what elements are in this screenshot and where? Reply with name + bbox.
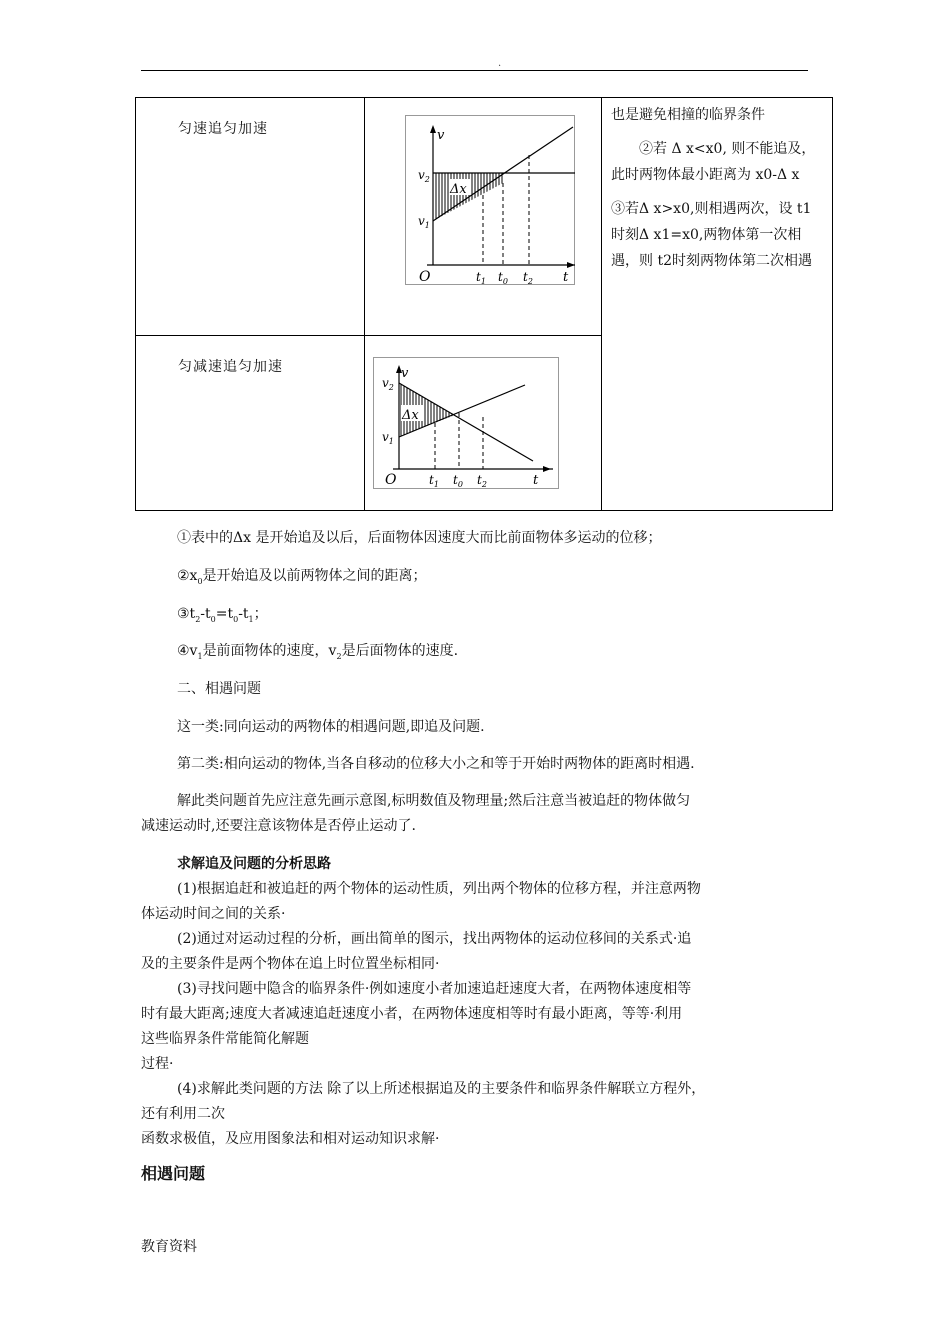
header-rule [141,70,808,71]
analysis-p3-line1: (3)寻找问题中隐含的临界条件·例如速度小者加速追赶速度大者，在两物体速度相等 [177,981,692,997]
analysis-p4-line1: (4)求解此类问题的方法 除了以上所述根据追及的主要条件和临界条件解联立方程外， [177,1081,706,1097]
graph1-v2-sub: 2 [424,175,430,184]
graph1-v-axis: v [437,128,445,143]
graph2-v1-sub: 1 [388,437,394,446]
graph2-t1-sub: 1 [433,480,439,489]
section2-type1: 这一类:同向运动的两物体的相遇问题,即追及问题. [177,719,485,735]
note-3: $③t_2-t_0=t_0-t_1$； [177,606,268,624]
graph1-t0: t [498,270,503,284]
section2-heading: 二、相遇问题 [177,681,261,697]
analysis-p3-line4: 过程· [141,1056,174,1072]
note-line2: ②若 Δ x<x0, 则不能追及，此时两物体最小距离为 x0-Δ x [611,141,816,183]
footer-label: 教育资料 [141,1239,197,1255]
graph2-t-axis: t [533,473,539,488]
graph1-t1-sub: 1 [480,277,486,285]
section2-method-line2: 减速运动时,还要注意该物体是否停止运动了. [141,818,416,834]
graph2-t2: t [477,473,482,487]
analysis-p3-line3: 这些临界条件常能简化解题 [141,1031,309,1047]
analysis-p4-line3: 函数求极值，及应用图象法和相对运动知识求解· [141,1131,440,1147]
graph1-t1: t [476,270,481,284]
graph1-v1: v [418,214,425,228]
note-2: $②x_0$是开始追及以前两物体之间的距离； [177,568,427,586]
graph1-t-axis: t [563,270,569,285]
header-dot: . [498,58,502,69]
analysis-p2-line2: 及的主要条件是两个物体在追上时位置坐标相同· [141,956,440,972]
graph1-v2: v [418,168,425,182]
graph2-v-axis: v [401,366,409,381]
graph1-t2: t [523,270,528,284]
graph2-t1: t [429,473,434,487]
graph2-t2-sub: 2 [481,480,487,489]
bottom-heading: 相遇问题 [141,1164,206,1183]
analysis-p3-line2: 时有最大距离;速度大者减速追赶速度小者，在两物体速度相等时有最小距离，等等·利用 [141,1006,683,1022]
analysis-p2-line1: (2)通过对运动过程的分析，画出简单的图示，找出两物体的运动位移间的关系式·追 [177,931,692,947]
graph1-origin: O [419,269,431,285]
graph1-delta: Δx [450,182,467,197]
critical-conditions-note [602,98,832,274]
section2-method-line1: 解此类问题首先应注意先画示意图,标明数值及物理量;然后注意当被追赶的物体做匀 [177,793,691,809]
graph2-v2-sub: 2 [388,383,394,392]
graph2-t0: t [453,473,458,487]
graph-decel-vs-accel [373,357,559,489]
graph2-v1: v [382,430,389,444]
section2-type2: 第二类:相向运动的物体,当各自移动的位移大小之和等于开始时两物体的距离时相遇. [177,756,695,772]
analysis-p1-line2: 体运动时间之间的关系· [141,906,286,922]
row2-label: 匀减速追匀加速 [178,359,283,375]
note-line3: ③若Δ x>x0,则相遇两次，设 t1 时刻Δ x1=x0,两物体第一次相遇，则 t2时刻两物体第二次相遇 [611,201,812,269]
analysis-p4-line2: 还有利用二次 [141,1106,225,1122]
graph1-t2-sub: 2 [527,277,533,285]
graph-uniform-vs-accel [405,115,575,285]
graph1-v1-sub: 1 [424,221,430,230]
row1-label: 匀速追匀加速 [178,121,268,137]
graph2-origin: O [385,472,397,488]
graph2-v2: v [382,376,389,390]
graph2-t0-sub: 0 [457,480,463,489]
note-line1: 也是避免相撞的临界条件 [611,107,765,123]
graph1-t0-sub: 0 [502,277,508,285]
note-1: ①表中的Δx 是开始追及以后，后面物体因速度大而比前面物体多运动的位移； [177,530,662,546]
graph2-delta: Δx [402,408,419,423]
chase-table [135,97,833,511]
note-4: $④v_1$是前面物体的速度，$v_2$是后面物体的速度. [177,643,459,661]
analysis-title: 求解追及问题的分析思路 [177,856,331,872]
analysis-p1-line1: (1)根据追赶和被追赶的两个物体的运动性质，列出两个物体的位移方程，并注意两物 [177,881,701,897]
